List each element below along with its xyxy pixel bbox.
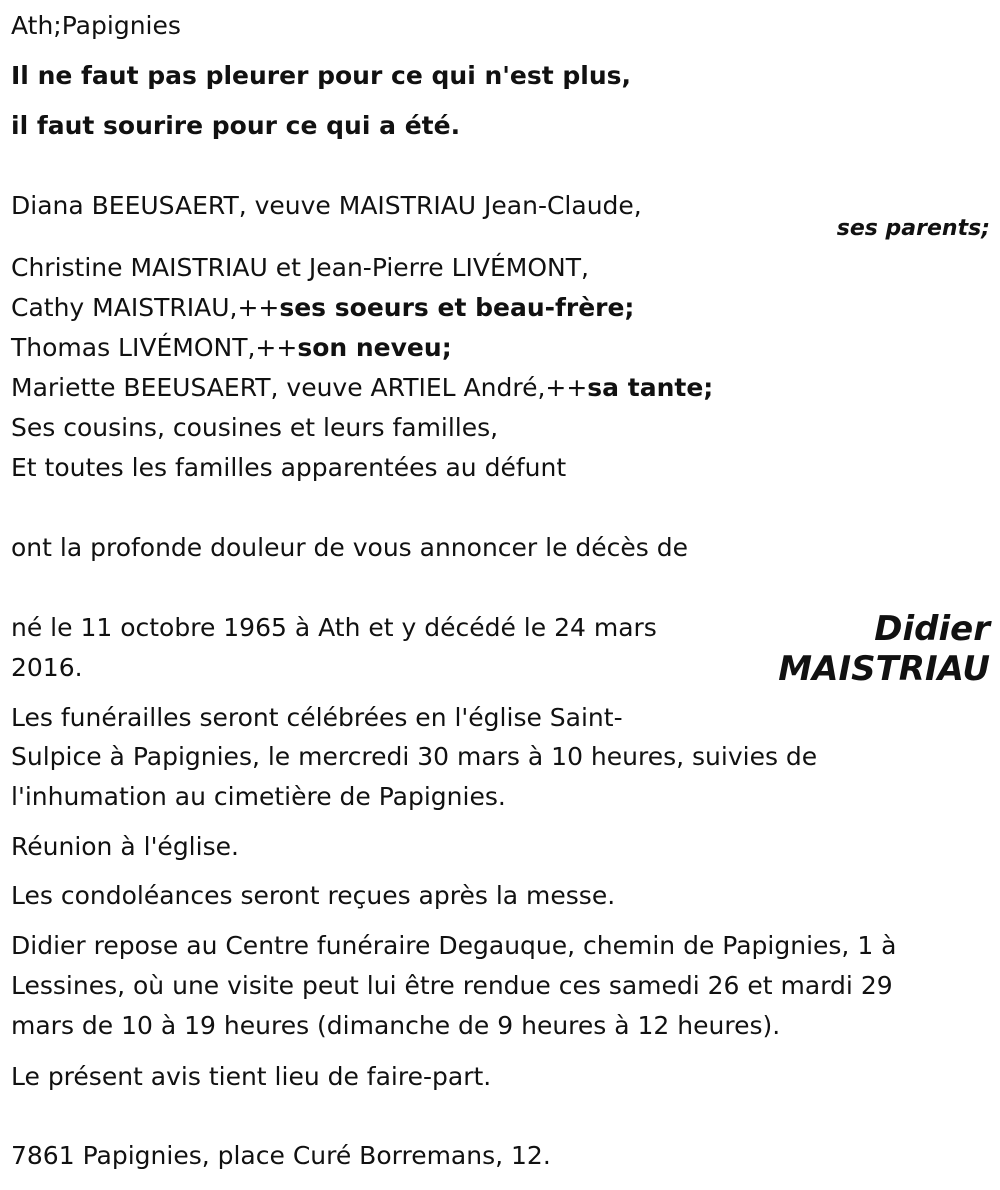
nephew-role: son neveu;	[297, 333, 452, 362]
parents-role: ses parents;	[836, 216, 990, 241]
meeting: Réunion à l'église.	[11, 832, 239, 861]
family-sister-1: Christine MAISTRIAU et Jean-Pierre LIVÉMONT,	[11, 253, 589, 282]
family-sister-2	[11, 293, 634, 323]
funeral-line-2: Sulpice à Papignies, le mercredi 30 mars à 10 heures, suivies de	[11, 742, 818, 771]
deceased-first-name: Didier	[874, 609, 990, 649]
deceased-name	[778, 609, 990, 689]
deceased-last-name: MAISTRIAU	[778, 649, 990, 689]
aunt-role: sa tante;	[587, 373, 714, 402]
nephew-name: Thomas LIVÉMONT,++	[11, 333, 298, 362]
family-cousins: Ses cousins, cousines et leurs familles,	[11, 413, 499, 442]
aunt-name: Mariette BEEUSAERT, veuve ARTIEL André,++	[11, 373, 588, 402]
address: 7861 Papignies, place Curé Borremans, 12.	[11, 1141, 551, 1170]
quote-line-1: Il ne faut pas pleurer pour ce qui n'est plus,	[11, 61, 632, 90]
family-aunt	[11, 373, 713, 403]
funeral-line-1: Les funérailles seront célébrées en l'église Saint-	[11, 703, 623, 732]
funeral-line-3: l'inhumation au cimetière de Papignies.	[11, 782, 506, 811]
place-header: Ath;Papignies	[11, 11, 181, 40]
quote-line-2: il faut sourire pour ce qui a été.	[11, 111, 461, 140]
family-related: Et toutes les familles apparentées au défunt	[11, 453, 567, 482]
family-widow: Diana BEEUSAERT, veuve MAISTRIAU Jean-Claude,	[11, 191, 642, 220]
notice: Le présent avis tient lieu de faire-part.	[11, 1062, 492, 1091]
birth-line-1: né le 11 octobre 1965 à Ath et y décédé le 24 mars	[11, 613, 657, 642]
sisters-role: ses soeurs et beau-frère;	[279, 293, 635, 322]
sister-2-name: Cathy MAISTRIAU,++	[11, 293, 280, 322]
condolences: Les condoléances seront reçues après la messe.	[11, 881, 616, 910]
family-nephew	[11, 333, 452, 363]
visitation-line-1: Didier repose au Centre funéraire Degauque, chemin de Papignies, 1 à	[11, 931, 897, 960]
visitation-line-2: Lessines, où une visite peut lui être rendue ces samedi 26 et mardi 29	[11, 971, 893, 1000]
announcement: ont la profonde douleur de vous annoncer le décès de	[11, 533, 689, 562]
birth-line-2: 2016.	[11, 653, 83, 682]
visitation-line-3: mars de 10 à 19 heures (dimanche de 9 heures à 12 heures).	[11, 1011, 781, 1040]
